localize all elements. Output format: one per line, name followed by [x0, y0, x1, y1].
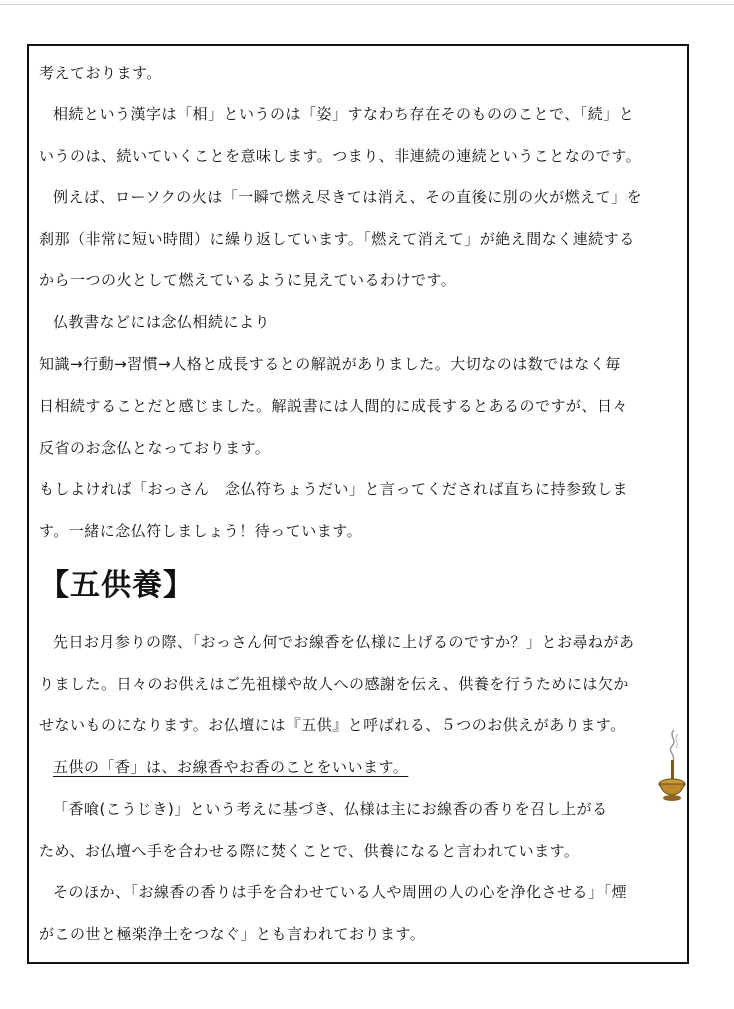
text-line: 「香喰(こうじき)」という考えに基づき、仏様は主にお線香の香りを召し上がる	[53, 800, 608, 818]
text-line: 反省のお念仏となっております。	[39, 439, 271, 457]
text-line: そのほか、「お線香の香りは手を合わせている人や周囲の人の心を浄化させる」「煙	[53, 883, 628, 901]
text-line: せないものになります。お仏壇には『五供』と呼ばれる、５つのお供えがあります。	[39, 716, 626, 734]
text-line: 知識→行動→習慣→人格と成長するとの解説がありました。大切なのは数ではなく毎	[39, 355, 621, 373]
text-line: 例えば、ローソクの火は「一瞬で燃え尽きては消え、その直後に別の火が燃えて」を	[53, 188, 643, 206]
text-line: から一つの火として燃えているように見えているわけです。	[39, 271, 457, 289]
text-line: もしよければ「おっさん 念仏符ちょうだい」と言ってくだされば直ちに持参致しま	[39, 480, 629, 498]
text-line: ため、お仏壇へ手を合わせる際に焚くことで、供養になると言われています。	[39, 842, 580, 860]
text-line: 考えております。	[39, 64, 162, 82]
text-line: 日相続することだと感じました。解説書には人間的に成長するとあるのですが、日々	[39, 397, 629, 415]
section-heading: 【五供養】	[39, 568, 194, 603]
text-line: す。一緒に念仏符しましょう！待っています。	[39, 522, 363, 540]
document-frame	[27, 44, 689, 964]
incense-burner-icon	[654, 728, 690, 802]
text-line: がこの世と極楽浄土をつなぐ」とも言われております。	[39, 925, 426, 943]
text-line: 相続という漢字は「相」というのは「姿」すなわち存在そのもののことで、「続」と	[53, 105, 635, 123]
page-edge	[0, 4, 734, 5]
text-line: 仏教書などには念仏相続により	[53, 313, 271, 331]
text-line: りました。日々のお供えはご先祖様や故人への感謝を伝え、供養を行うためには欠か	[39, 675, 629, 693]
text-line: 刹那（非常に短い時間）に繰り返しています。「燃えて消えて」が絶え間なく連続する	[39, 230, 635, 248]
text-line: 先日お月参りの際、「おっさん何でお線香を仏様に上げるのですか？」とお尋ねがあ	[53, 633, 635, 651]
underlined-text-line: 五供の「香」は、お線香やお香のことをいいます。	[53, 758, 409, 776]
text-line: いうのは、続いていくことを意味します。つまり、非連続の連続ということなのです。	[39, 147, 642, 165]
